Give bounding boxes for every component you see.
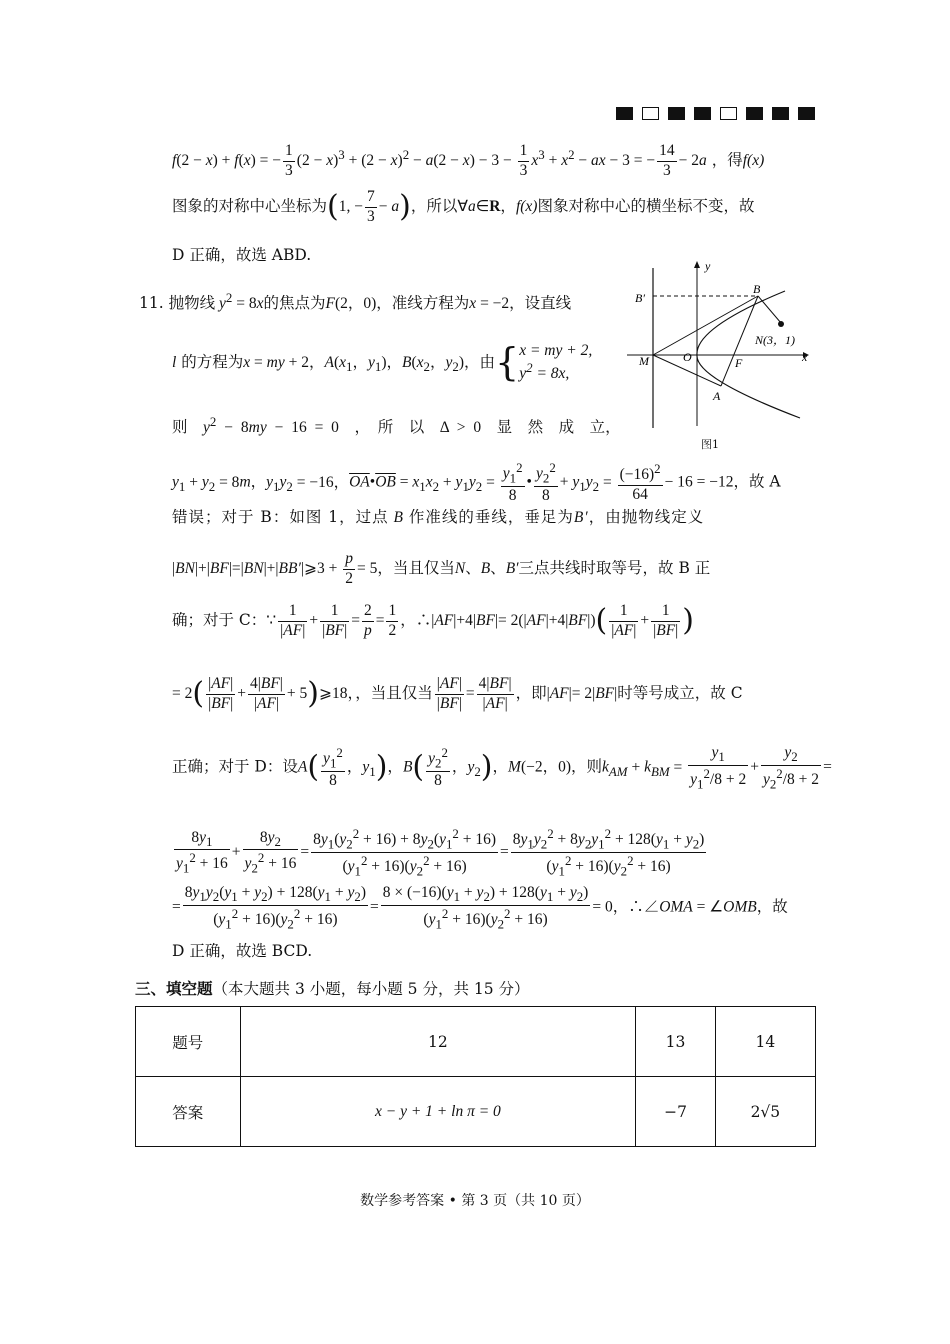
table-cell: x − y + 1 + ln π = 0 xyxy=(240,1077,636,1147)
header-square xyxy=(798,107,815,120)
q10-line-1: f(2 − x) + f(x) = − $\frac{1}{3}$ $(2 - x)^3 + (2 - x)^2 - a(2 - x) - 3$ − $\frac{1}{3}$ $x^3 + x^2$ − ax − 3 = − $\frac{14}{3}$ − 2a ，得f(x) xyxy=(172,142,765,179)
q11-line-1: 11. 抛物线 $y^2 = 8x$的焦点为F(2，0)，准线方程为x = −2，设直线 xyxy=(139,290,572,313)
line-BN xyxy=(758,296,781,323)
label-N: N(3，1) xyxy=(755,333,795,347)
header-square xyxy=(746,107,763,120)
table-cell: −7 xyxy=(636,1077,715,1147)
header-square xyxy=(668,107,685,120)
q11-line-10: $\frac{8y_1}{y_1^2 + 16}$ + $\frac{8y_2}{y_2^2 + 16}$ = $\frac{8y_1(y_2^2 + 16) + 8y_2(y_1^2 + 16)}{(y_1^2 + 16)(y_2^2 + 16)}$ = $\frac{8y_1y_2^2 + 8y_2y_1^2 + 128(y_1 + y_2)}{(y_1^2 + 16)(y_2^2 + 16)}$ xyxy=(176,826,705,878)
label-A: A xyxy=(713,389,721,403)
table-cell: 题号 xyxy=(136,1007,241,1077)
header-squares xyxy=(616,107,815,120)
q10-line-2: 图象的对称中心坐标为(1, − $\frac{7}{3}$ − a)，所以∀a∈R，f(x)图象对称中心的横坐标不变，故 xyxy=(172,188,755,225)
table-cell: 12 xyxy=(240,1007,636,1077)
label-y: y xyxy=(705,259,711,273)
label-O: O xyxy=(683,350,692,364)
label-B-prime: B′ xyxy=(635,291,645,305)
q11-line-5: 错误；对于 B：如图 1，过点 B 作准线的垂线，垂足为B′，由抛物线定义 xyxy=(172,508,705,526)
table-cell: 答案 xyxy=(136,1077,241,1147)
label-M: M xyxy=(639,354,649,368)
header-square xyxy=(772,107,789,120)
table-cell: 13 xyxy=(636,1007,715,1077)
q11-conclusion: D 正确，故选 BCD. xyxy=(172,942,313,960)
q11-line-6: |BN|+|BF|=|BN|+|BB′|⩾3 + $\frac{p}{2}$ = 5，当且仅当N、B、B′三点共线时取等号，故 B 正 xyxy=(172,550,711,587)
label-x: x xyxy=(802,350,808,364)
figure-1-parabola xyxy=(625,258,815,433)
q11-line-2: l 的方程为x = my + 2，$A(x_1$，$y_1$)，$B(x_2$，$y_2$)，由{ x = my + 2, $y^2 = 8x$, xyxy=(172,340,593,384)
q11-line-9: 正确；对于 D：设A( $\frac{y_1^2}{8}$ ，$y_1$)，B( $\frac{y_2^2}{8}$ ，$y_2$)，M(−2，0)，则$k_{AM} + k_{BM}$ = $\frac{y_1}{y_1^2/8 + 2}$ + $\frac{y_2}{y_2^2/8 + 2}$ = xyxy=(172,744,832,791)
y-axis-arrow xyxy=(694,261,700,268)
line-MB xyxy=(653,296,758,355)
answer-table xyxy=(135,1006,816,1147)
header-square xyxy=(720,107,737,120)
q11-line-7: 确；对于 C：∵ $\frac{1}{|AF|}$ + $\frac{1}{|BF|}$ = $\frac{2}{p}$ = $\frac{1}{2}$ ，∴|AF|+4|BF|= 2(|AF|+4|BF|)( $\frac{1}{|AF|}$ + $\frac{1}{|BF|}$ ) xyxy=(172,602,694,639)
table-cell: 14 xyxy=(715,1007,815,1077)
header-square xyxy=(694,107,711,120)
section-3-heading: 三、填空题（本大题共 3 小题，每小题 5 分，共 15 分） xyxy=(135,979,530,998)
q11-line-4: $y_1 + y_2 = 8m$，$y_1y_2 = -16$，$\overline{OA}•\overline{OB} = x_1x_2 + y_1y_2$ = $\frac{y_1^2}{8}$ • $\frac{y_2^2}{8}$ + $y_1y_2$ = $\frac{(-16)^2}{64}$ − 16 = −12，故 A xyxy=(172,460,781,504)
page-footer: 数学参考答案 • 第 3 页（共 10 页） xyxy=(360,1193,590,1209)
q11-line-3: 则 $y^2 - 8my - 16 = 0$ ， 所 以 Δ > 0 显 然 成 立， xyxy=(172,414,621,437)
q10-conclusion: D 正确，故选 ABD. xyxy=(172,246,312,264)
point-N xyxy=(778,321,784,327)
q11-line-8: = 2( $\frac{|AF|}{|BF|}$ + $\frac{4|BF|}{|AF|}$ + 5)⩾18，，当且仅当 $\frac{|AF|}{|BF|}$ = $\frac{4|BF|}{|AF|}$ ，即|AF|= 2|BF|时等号成立，故 C xyxy=(172,675,743,712)
table-row xyxy=(136,1007,816,1077)
label-B: B xyxy=(753,282,761,296)
table-row xyxy=(136,1077,816,1147)
chord-AB xyxy=(721,296,758,386)
q11-line-11: = $\frac{8y_1y_2(y_1 + y_2) + 128(y_1 + y_2)}{(y_1^2 + 16)(y_2^2 + 16)}$ = $\frac{8 \times (-16)(y_1 + y_2) + 128(y_1 + y_2)}{(y_1^2 + 16)(y_2^2 + 16)}$ = 0，∴∠OMA = ∠OMB，故 xyxy=(172,884,788,931)
table-cell: 2√5 xyxy=(715,1077,815,1147)
header-square xyxy=(642,107,659,120)
header-square xyxy=(616,107,633,120)
label-F: F xyxy=(735,356,743,370)
figure-caption: 图1 xyxy=(701,438,719,451)
